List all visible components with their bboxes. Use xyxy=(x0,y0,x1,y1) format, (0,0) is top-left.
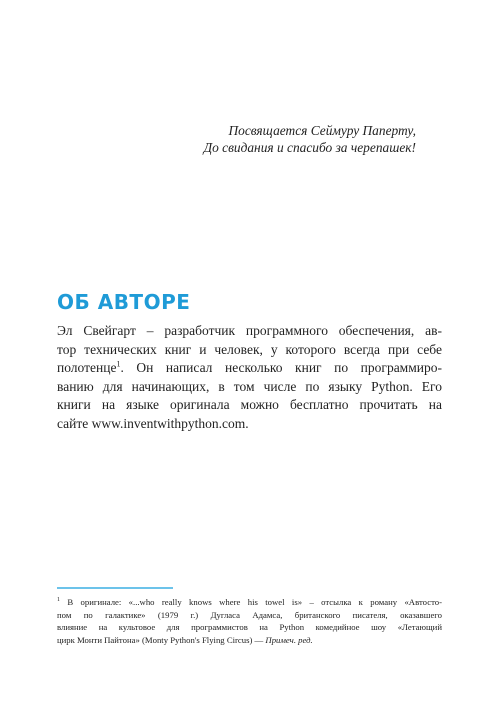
about-line-3a: полотенце xyxy=(57,360,117,375)
footnote-line-4 xyxy=(57,634,442,647)
about-line-1: Эл Свейгарт – разработчик программного обеспечения, ав- xyxy=(57,323,442,338)
dedication-line-2: До свидания и спасибо за черепашек! xyxy=(203,140,416,155)
footnote-line-2: пом по галактике» (1979 г.) Дугласа Адамса, британского писателя, оказавшего xyxy=(57,609,442,620)
footnote xyxy=(57,596,442,646)
about-line-3 xyxy=(57,359,442,378)
dedication-line-1: Посвящается Сеймуру Паперту, xyxy=(228,123,416,138)
about-author-heading: ОБ АВТОРЕ xyxy=(57,290,191,314)
about-line-3b: . Он написал несколько книг по программиро- xyxy=(120,360,442,375)
about-line-5: книги на языке оригинала можно бесплатно прочитать на xyxy=(57,397,442,412)
footnote-line-4-text: цирк Монти Пайтона» (Monty Python's Flying Circus) — xyxy=(57,634,266,645)
footnote-divider xyxy=(57,587,173,589)
footnote-line-3: влияние на культовое для программистов на Python комедийное шоу «Летающий xyxy=(57,622,442,633)
footnote-marker: 1 xyxy=(57,597,60,604)
editor-note: Примеч. ред. xyxy=(265,634,313,645)
about-line-4: ванию для начинающих, в том числе по языку Python. Его xyxy=(57,378,442,394)
about-line-6: сайте www.inventwithpython.com. xyxy=(57,415,249,431)
about-author-text xyxy=(57,322,442,433)
footnote-line-1 xyxy=(57,596,442,609)
about-line-2: тор технических книг и человек, у которого всегда при себе xyxy=(57,341,442,357)
footnote-reference[interactable]: 1 xyxy=(116,359,121,369)
footnote-line-1-text: В оригинале: «...who really knows where his towel is» – отсылка к роману «Автосто- xyxy=(60,597,442,607)
dedication xyxy=(204,122,416,156)
